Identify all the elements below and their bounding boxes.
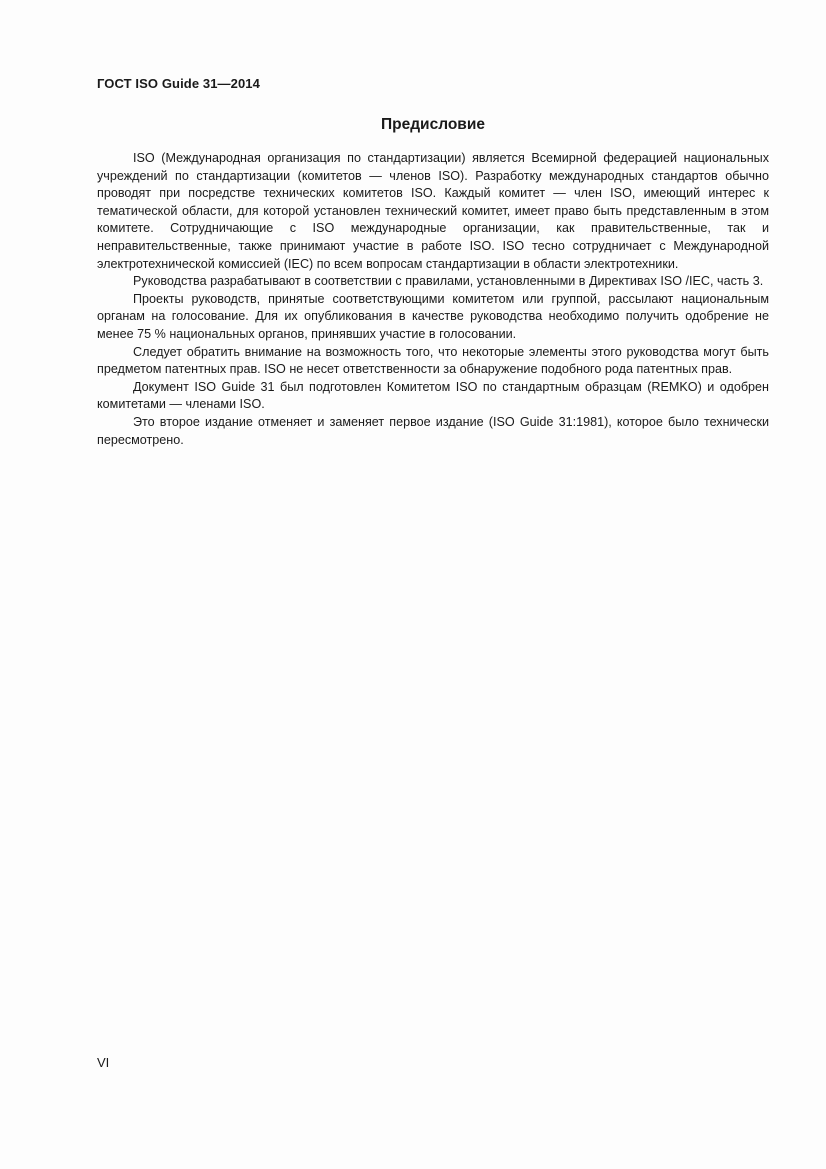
paragraph: Документ ISO Guide 31 был подготовлен Комитетом ISO по стандартным образцам (REMKO) и одобрен комитетами — членами ISO. xyxy=(97,379,769,412)
document-header: ГОСТ ISO Guide 31—2014 xyxy=(97,76,260,91)
foreword-body xyxy=(97,150,769,449)
section-title: Предисловие xyxy=(380,116,485,133)
paragraph: ISO (Международная организация по стандартизации) является Всемирной федерацией национальных учреждений по стандартизации (комитетов — членов ISO). Разработку международных стандартов обычно проводят при посредстве технических комитетов ISO. Каждый комитет — член ISO, имеющий интерес к тематической области, для которой установлен технический комитет, имеет право быть представленным в этом комитете. Сотрудничающие с ISO международные организации, как правительственные, так и неправительственные, также принимают участие в работе ISO. ISO тесно сотрудничает с Международной электротехнической комиссией (IEC) по всем вопросам стандартизации в области электротехники. xyxy=(97,151,769,271)
paragraph: Проекты руководств, принятые соответствующими комитетом или группой, рассылают национальным органам на голосование. Для их опубликования в качестве руководства необходимо получить одобрение не менее 75 % национальных органов, принявших участие в голосовании. xyxy=(97,291,769,341)
paragraph: Руководства разрабатывают в соответствии с правилами, установленными в Директивах ISO /IEC, часть 3. xyxy=(133,274,764,289)
page-number: VI xyxy=(97,1055,110,1070)
paragraph: Следует обратить внимание на возможность того, что некоторые элементы этого руководства могут быть предметом патентных прав. ISO не несет ответственности за обнаружение подобного рода патентных прав. xyxy=(97,344,769,377)
paragraph: Это второе издание отменяет и заменяет первое издание (ISO Guide 31:1981), которое было технически пересмотрено. xyxy=(97,414,769,447)
